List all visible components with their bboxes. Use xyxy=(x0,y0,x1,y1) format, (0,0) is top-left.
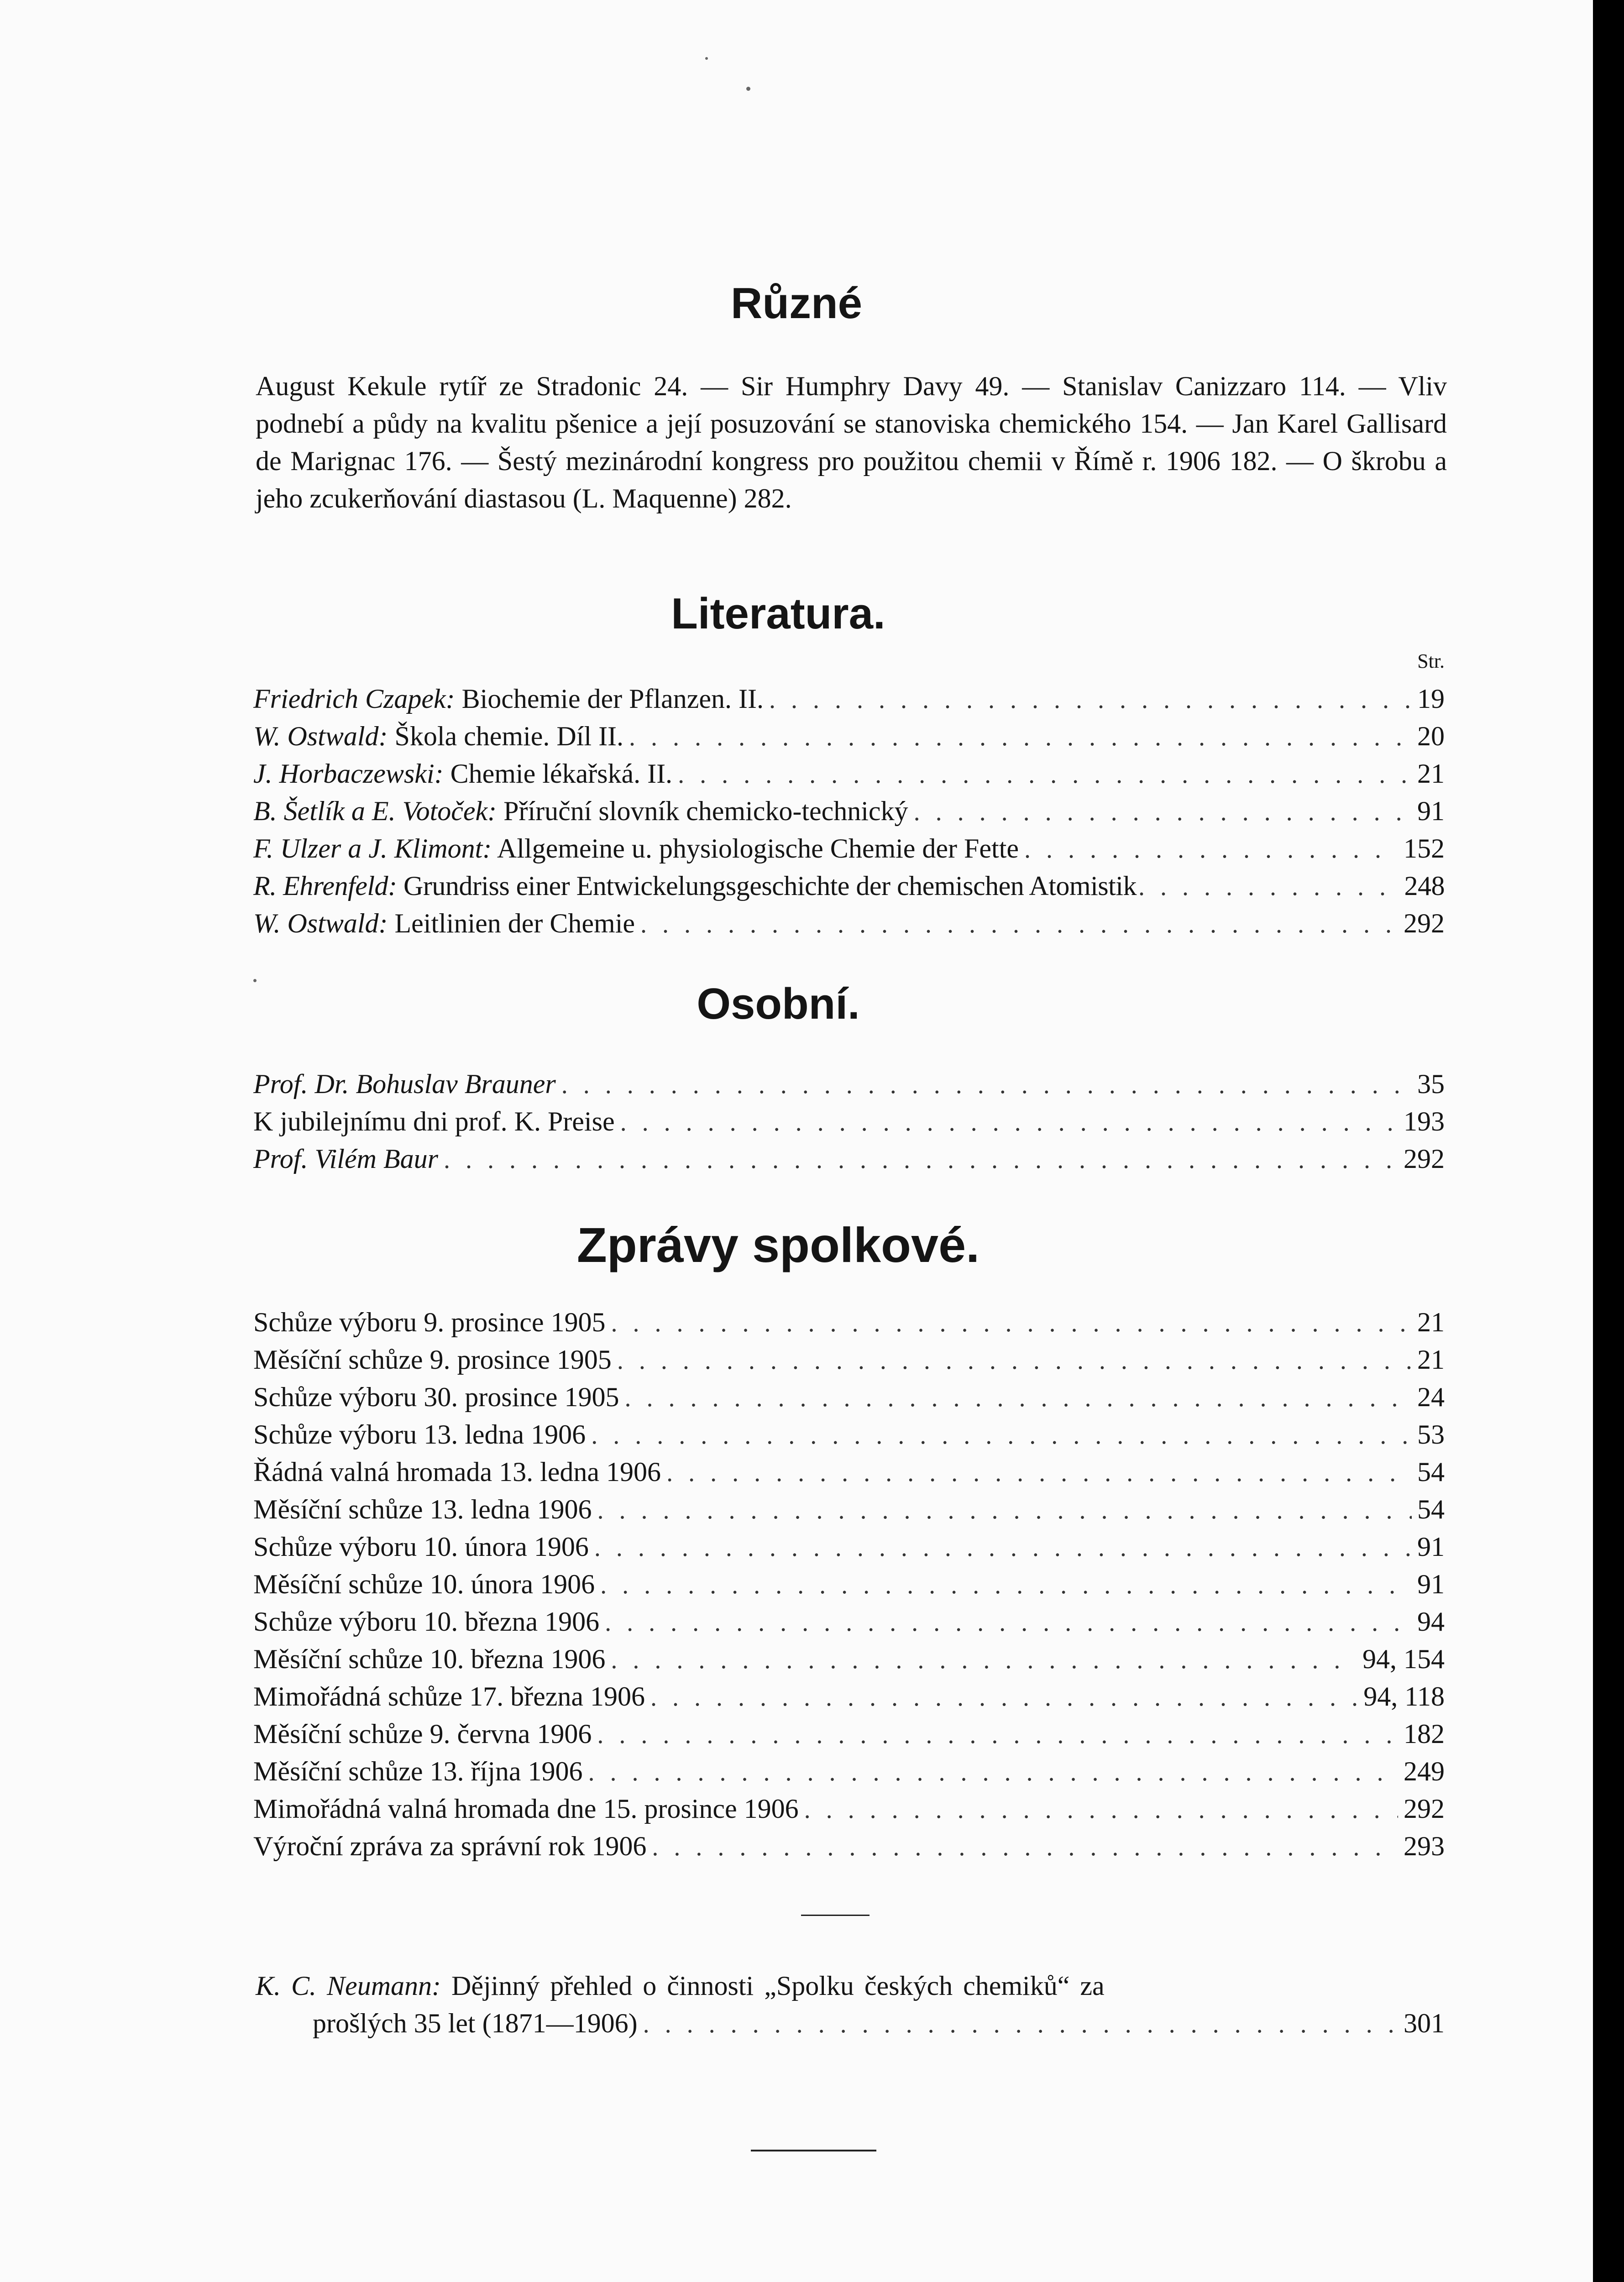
entry-title-continued: prošlých 35 let (1871—1906) xyxy=(313,2008,638,2038)
entry-text: Měsíční schůze 13. října 1906 xyxy=(253,1756,583,1786)
leader-dots xyxy=(617,1342,1412,1379)
entry-title: Grundriss einer Entwickelungsgeschichte der chemischen Atomistik xyxy=(403,871,1137,901)
entry-text: Měsíční schůze 10. března 1906 xyxy=(253,1644,606,1674)
page-column-label: Str. xyxy=(1417,650,1445,672)
entry-page: 94, 118 xyxy=(1363,1681,1445,1712)
entry-page: 152 xyxy=(1404,833,1445,864)
list-item xyxy=(253,1303,1445,1341)
leader-dots xyxy=(640,905,1398,943)
list-item xyxy=(253,830,1445,867)
leader-dots xyxy=(611,1641,1357,1679)
leader-dots xyxy=(611,1304,1412,1342)
list-item xyxy=(253,1790,1445,1827)
entry-text: Schůze výboru 30. prosince 1905 xyxy=(253,1382,619,1412)
list-item xyxy=(253,1565,1445,1603)
bottom-rule xyxy=(751,2150,876,2151)
entry-text: Schůze výboru 10. března 1906 xyxy=(253,1607,600,1637)
entry-page: 293 xyxy=(1404,1831,1445,1861)
list-item xyxy=(253,1140,1445,1178)
section-heading-literatura: Literatura. xyxy=(671,589,885,638)
entry-page: 91 xyxy=(1417,1532,1445,1562)
list-item xyxy=(253,1065,1445,1103)
entry-page: 35 xyxy=(1417,1069,1445,1099)
list-item xyxy=(253,1491,1445,1528)
section-heading-osobni: Osobní. xyxy=(697,979,860,1028)
entry-page: 193 xyxy=(1404,1106,1445,1136)
list-item xyxy=(253,792,1445,830)
entry-page: 301 xyxy=(1404,2008,1445,2038)
list-item xyxy=(253,1678,1445,1715)
list-item xyxy=(253,1603,1445,1640)
entry-page: 91 xyxy=(1417,1569,1445,1599)
entry-page: 292 xyxy=(1404,1794,1445,1824)
leader-dots xyxy=(678,756,1412,793)
leader-dots xyxy=(444,1141,1398,1178)
leader-dots xyxy=(597,1492,1412,1529)
entry-author: Friedrich Czapek: xyxy=(253,684,455,714)
leader-dots xyxy=(914,793,1412,831)
entry-text: Mimořádná schůze 17. března 1906 xyxy=(253,1681,645,1712)
leader-dots xyxy=(605,1604,1412,1641)
entry-page: 54 xyxy=(1417,1457,1445,1487)
scan-speck xyxy=(746,87,750,91)
entry-title: Allgemeine u. physiologische Chemie der Fette xyxy=(497,833,1019,864)
entry-title: Leitlinien der Chemie xyxy=(394,908,635,938)
neumann-entry xyxy=(256,1967,1445,2042)
entry-text: Schůze výboru 10. února 1906 xyxy=(253,1532,589,1562)
leader-dots xyxy=(650,1679,1358,1716)
list-item xyxy=(253,680,1445,717)
list-item xyxy=(253,1753,1445,1790)
list-item xyxy=(253,1341,1445,1378)
zpravy-list xyxy=(253,1303,1445,1865)
neumann-line-2 xyxy=(256,2005,1445,2042)
leader-dots xyxy=(666,1454,1412,1492)
entry-page: 94 xyxy=(1417,1607,1445,1637)
leader-dots xyxy=(643,2005,1398,2043)
entry-page: 21 xyxy=(1417,1345,1445,1375)
neumann-line-1 xyxy=(256,1967,1445,2005)
list-item xyxy=(253,1453,1445,1491)
leader-dots xyxy=(769,681,1412,718)
entry-text: Měsíční schůze 9. června 1906 xyxy=(253,1719,592,1749)
osobni-list xyxy=(253,1065,1445,1178)
leader-dots xyxy=(620,1104,1398,1141)
section-heading-ruzne: Různé xyxy=(731,279,862,328)
leader-dots xyxy=(1024,831,1398,868)
entry-text: Prof. Dr. Bohuslav Brauner xyxy=(253,1069,556,1099)
entry-author: R. Ehrenfeld: xyxy=(253,871,397,901)
list-item xyxy=(253,1416,1445,1453)
entry-page: 24 xyxy=(1417,1382,1445,1412)
entry-page: 20 xyxy=(1417,721,1445,751)
scan-speck xyxy=(705,57,708,60)
entry-author: K. C. Neumann: xyxy=(256,1971,441,2001)
entry-text: Prof. Vilém Baur xyxy=(253,1144,438,1174)
separator-rule xyxy=(801,1915,870,1916)
list-item xyxy=(253,1715,1445,1753)
entry-page: 292 xyxy=(1404,908,1445,938)
entry-text: Výroční zpráva za správní rok 1906 xyxy=(253,1831,647,1861)
scan-edge xyxy=(1593,0,1624,2282)
entry-page: 91 xyxy=(1417,796,1445,826)
entry-title: Chemie lékařská. II. xyxy=(450,759,673,789)
entry-text: Mimořádná valná hromada dne 15. prosince 1906 xyxy=(253,1794,799,1824)
entry-author: W. Ostwald: xyxy=(253,908,388,938)
leader-dots xyxy=(625,1379,1412,1417)
leader-dots xyxy=(1138,868,1403,905)
entry-page: 249 xyxy=(1404,1756,1445,1786)
leader-dots xyxy=(652,1828,1398,1866)
entry-page: 21 xyxy=(1417,759,1445,789)
leader-dots xyxy=(600,1566,1412,1604)
leader-dots xyxy=(597,1716,1398,1753)
entry-text: Měsíční schůze 9. prosince 1905 xyxy=(253,1345,612,1375)
section-heading-zpravy: Zprávy spolkové. xyxy=(576,1217,980,1272)
entry-title: Škola chemie. Díl II. xyxy=(394,721,624,751)
list-item xyxy=(253,1640,1445,1678)
entry-author: J. Horbaczewski: xyxy=(253,759,444,789)
entry-page: 248 xyxy=(1404,871,1445,901)
leader-dots xyxy=(588,1753,1399,1791)
leader-dots xyxy=(629,718,1412,756)
entry-author: W. Ostwald: xyxy=(253,721,388,751)
entry-title: Dějinný přehled o činnosti „Spolku českých chemiků“ za xyxy=(451,1971,1105,2001)
entry-text: Měsíční schůze 13. ledna 1906 xyxy=(253,1494,592,1524)
literatura-list xyxy=(253,680,1445,942)
list-item xyxy=(253,867,1445,905)
list-item xyxy=(253,1528,1445,1565)
entry-text: Schůze výboru 13. ledna 1906 xyxy=(253,1419,586,1450)
entry-page: 182 xyxy=(1404,1719,1445,1749)
list-item xyxy=(253,755,1445,792)
leader-dots xyxy=(591,1417,1412,1454)
entry-text: Řádná valná hromada 13. ledna 1906 xyxy=(253,1457,661,1487)
list-item xyxy=(253,717,1445,755)
leader-dots xyxy=(804,1791,1398,1828)
list-item xyxy=(253,1378,1445,1416)
entry-page: 94, 154 xyxy=(1362,1644,1445,1674)
entry-text: Schůze výboru 9. prosince 1905 xyxy=(253,1307,606,1337)
entry-page: 54 xyxy=(1417,1494,1445,1524)
entry-page: 53 xyxy=(1417,1419,1445,1450)
entry-title: Příruční slovník chemicko-technický xyxy=(503,796,908,826)
list-item xyxy=(253,905,1445,942)
leader-dots xyxy=(594,1529,1412,1566)
entry-title: Biochemie der Pflanzen. II. xyxy=(461,684,764,714)
entry-text: Měsíční schůze 10. února 1906 xyxy=(253,1569,595,1599)
list-item xyxy=(253,1103,1445,1140)
list-item xyxy=(253,1827,1445,1865)
entry-page: 21 xyxy=(1417,1307,1445,1337)
scan-speck xyxy=(253,979,257,982)
entry-author: F. Ulzer a J. Klimont: xyxy=(253,833,492,864)
entry-page: 19 xyxy=(1417,684,1445,714)
entry-author: B. Šetlík a E. Votoček: xyxy=(253,796,497,826)
ruzne-paragraph: August Kekule rytíř ze Stradonic 24. — Sir Humphry Davy 49. — Stanislav Canizzaro 114. — Vliv podnebí a půdy na kvalitu pšenice a její posuzování se stanoviska chemického 154. — Jan Karel Gallisard de Marignac 176. — Šestý mezinárodní kongress pro použitou chemii v Římě r. 1906 182. — O škrobu a jeho zcukerňování diastasou (L. Maquenne) 282. xyxy=(256,371,1447,513)
entry-text: K jubilejnímu dni prof. K. Preise xyxy=(253,1106,615,1136)
leader-dots xyxy=(561,1066,1412,1104)
entry-page: 292 xyxy=(1404,1144,1445,1174)
